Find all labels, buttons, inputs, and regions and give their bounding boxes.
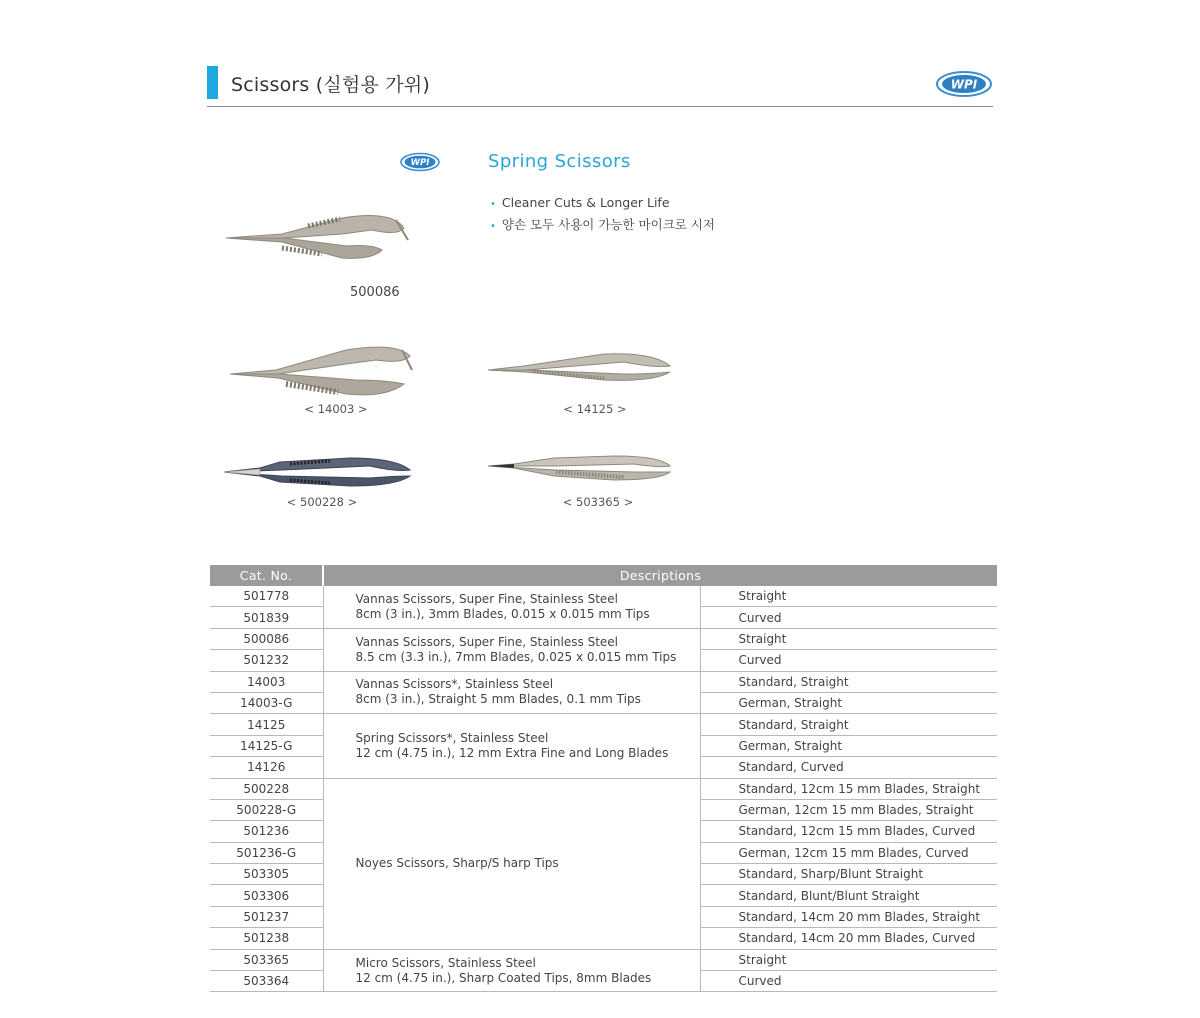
description-line: Spring Scissors*, Stainless Steel: [355, 730, 549, 745]
description-line: Noyes Scissors, Sharp/S harp Tips: [355, 856, 559, 871]
cat-no-cell: 501238: [210, 928, 323, 949]
cat-no-cell: 503306: [210, 885, 323, 906]
variant-cell: Standard, Curved: [700, 757, 997, 778]
table-row: [210, 586, 997, 607]
variant-cell: Standard, 12cm 15 mm Blades, Curved: [700, 821, 997, 842]
cat-no-cell: 503365: [210, 949, 323, 970]
scissors-500086-image: [222, 208, 412, 264]
variant-cell: Straight: [700, 949, 997, 970]
description-line: 12 cm (4.75 in.), 12 mm Extra Fine and Long Blades: [355, 745, 669, 760]
table-row: [210, 714, 997, 735]
table-row: [210, 628, 997, 649]
cat-no-cell: 14003: [210, 671, 323, 692]
feature-list: [490, 195, 715, 239]
cat-no-cell: 501839: [210, 607, 323, 628]
cat-no-cell: 501778: [210, 586, 323, 607]
cat-no-cell: 14003-G: [210, 692, 323, 713]
cat-no-cell: 503364: [210, 971, 323, 992]
image-caption-14003: < 14003 >: [304, 402, 368, 416]
variant-cell: Curved: [700, 607, 997, 628]
variant-cell: German, Straight: [700, 692, 997, 713]
cat-no-cell: 500228: [210, 778, 323, 799]
description-line: Vannas Scissors, Super Fine, Stainless Steel: [355, 591, 618, 606]
table-header-row: [210, 565, 997, 586]
svg-text:WPI: WPI: [950, 77, 978, 92]
cat-no-cell: 501236-G: [210, 842, 323, 863]
wpi-small-logo-icon: [400, 152, 440, 172]
feature-item: • Cleaner Cuts & Longer Life: [490, 195, 715, 217]
image-caption-500228: < 500228 >: [286, 495, 358, 509]
header-divider: [207, 106, 993, 107]
cat-no-cell: 501237: [210, 906, 323, 927]
variant-cell: Straight: [700, 628, 997, 649]
scissors-14125-image: [484, 348, 674, 384]
image-caption-503365: < 503365 >: [562, 495, 634, 509]
main-image-caption: 500086: [350, 285, 400, 300]
variant-cell: Standard, Straight: [700, 714, 997, 735]
description-line: 12 cm (4.75 in.), Sharp Coated Tips, 8mm Blades: [355, 970, 652, 985]
svg-text:WPI: WPI: [410, 158, 430, 169]
description-line: 8cm (3 in.), Straight 5 mm Blades, 0.1 mm Tips: [355, 692, 641, 707]
description-line: 8.5 cm (3.3 in.), 7mm Blades, 0.025 x 0.015 mm Tips: [355, 649, 677, 664]
variant-cell: German, 12cm 15 mm Blades, Straight: [700, 799, 997, 820]
column-header-descriptions: Descriptions: [323, 565, 997, 586]
variant-cell: Standard, Sharp/Blunt Straight: [700, 864, 997, 885]
variant-cell: Straight: [700, 586, 997, 607]
description-cell: [323, 714, 700, 778]
cat-no-cell: 500228-G: [210, 799, 323, 820]
description-cell: [323, 671, 700, 714]
table-row: [210, 949, 997, 970]
description-cell: [323, 949, 700, 992]
page-title: Scissors (실험용 가위): [231, 74, 430, 96]
description-line: Micro Scissors, Stainless Steel: [355, 955, 536, 970]
variant-cell: German, Straight: [700, 735, 997, 756]
column-header-cat-no: Cat. No.: [210, 565, 323, 586]
variant-cell: Standard, 14cm 20 mm Blades, Straight: [700, 906, 997, 927]
cat-no-cell: 500086: [210, 628, 323, 649]
variant-cell: German, 12cm 15 mm Blades, Curved: [700, 842, 997, 863]
header-accent-bar: [207, 66, 218, 99]
feature-item: • 양손 모두 사용이 가능한 마이크로 시저: [490, 217, 715, 239]
description-line: Vannas Scissors, Super Fine, Stainless Steel: [355, 634, 618, 649]
variant-cell: Curved: [700, 971, 997, 992]
cat-no-cell: 14125-G: [210, 735, 323, 756]
variant-cell: Standard, 14cm 20 mm Blades, Curved: [700, 928, 997, 949]
scissors-500228-image: [220, 452, 414, 492]
description-line: 8cm (3 in.), 3mm Blades, 0.015 x 0.015 mm Tips: [355, 606, 650, 621]
table-row: [210, 671, 997, 692]
cat-no-cell: 14125: [210, 714, 323, 735]
description-line: Vannas Scissors*, Stainless Steel: [355, 677, 554, 692]
table-row: [210, 778, 997, 799]
description-cell: [323, 778, 700, 949]
scissors-503365-image: [484, 450, 674, 486]
variant-cell: Standard, 12cm 15 mm Blades, Straight: [700, 778, 997, 799]
cat-no-cell: 503305: [210, 864, 323, 885]
product-title: Spring Scissors: [488, 151, 631, 172]
variant-cell: Standard, Blunt/Blunt Straight: [700, 885, 997, 906]
cat-no-cell: 501236: [210, 821, 323, 842]
image-caption-14125: < 14125 >: [563, 402, 627, 416]
scissors-14003-image: [226, 340, 416, 400]
variant-cell: Standard, Straight: [700, 671, 997, 692]
cat-no-cell: 501232: [210, 650, 323, 671]
description-cell: [323, 628, 700, 671]
variant-cell: Curved: [700, 650, 997, 671]
description-cell: [323, 586, 700, 628]
wpi-logo-icon: [936, 70, 992, 98]
cat-no-cell: 14126: [210, 757, 323, 778]
spec-table: [210, 565, 997, 992]
